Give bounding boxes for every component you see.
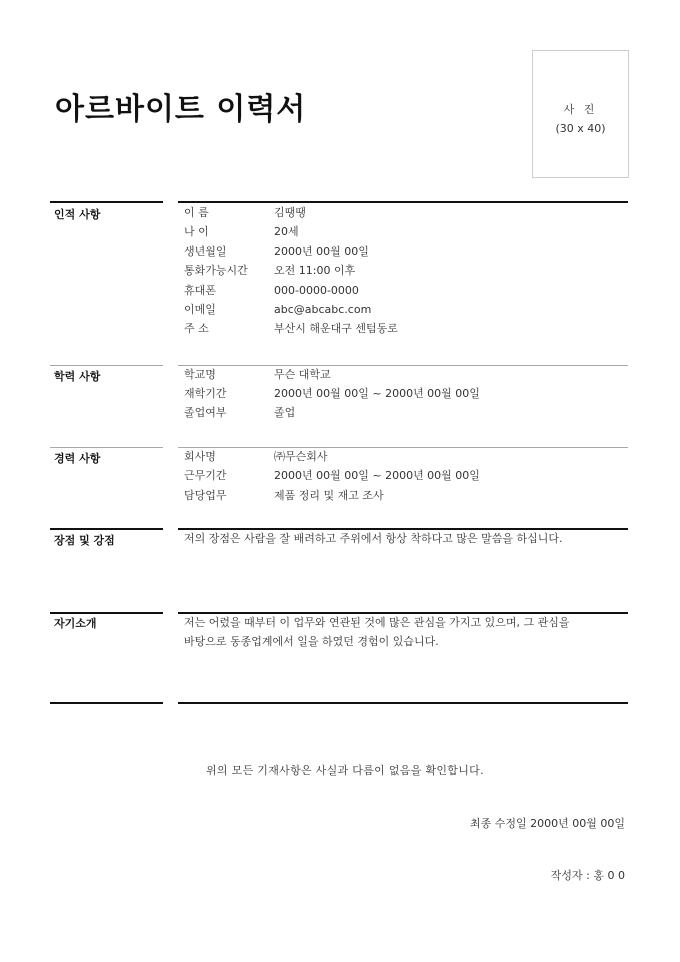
info-value[interactable]: 오전 11:00 이후 [274,264,356,277]
info-key: 재학기간 [184,387,227,400]
info-row [184,403,295,422]
info-value[interactable]: 졸업 [274,406,296,419]
info-key: 학교명 [184,368,216,381]
info-key: 생년월일 [184,245,227,258]
info-value[interactable]: 부산시 해운대구 센텀동로 [274,322,398,335]
info-value[interactable]: 000-0000-0000 [274,284,359,297]
confirmation-statement: 위의 모든 기재사항은 사실과 다름이 없음을 확인합니다. [206,764,484,777]
info-row [184,222,299,241]
info-key: 이 름 [184,206,209,219]
section-divider-left [50,612,163,614]
info-value[interactable]: 2000년 00월 00일 ~ 2000년 00월 00일 [274,469,480,482]
section-divider-left [50,201,163,203]
section-label-education: 학력 사항 [54,370,101,383]
info-row [184,384,480,403]
info-key: 주 소 [184,322,209,335]
info-value[interactable]: abc@abcabc.com [274,303,372,316]
info-value[interactable]: 무슨 대학교 [274,368,331,381]
info-key: 회사명 [184,450,216,463]
section-label-personal: 인적 사항 [54,208,101,221]
info-value[interactable]: 2000년 00월 00일 ~ 2000년 00월 00일 [274,387,480,400]
section-divider-left [50,447,163,448]
info-row [184,203,306,222]
info-row [184,319,398,338]
info-key: 졸업여부 [184,406,227,419]
page-title: 아르바이트 이력서 [55,92,307,127]
info-row [184,466,480,485]
info-key: 근무기간 [184,469,227,482]
section-divider-left [50,528,163,530]
info-row [184,447,328,466]
info-row [184,486,384,505]
info-value[interactable]: ㈜무슨회사 [274,450,328,463]
info-key: 담당업무 [184,489,227,502]
info-row [184,242,369,261]
intro-line: 저는 어렸을 때부터 이 업무와 연관된 것에 많은 관심을 가지고 있으며, 그 관심을 [184,616,570,629]
info-key: 휴대폰 [184,284,216,297]
last-modified-date: 최종 수정일 2000년 00월 00일 [470,817,625,830]
section-divider-left [50,365,163,366]
section-label-strengths: 장점 및 강점 [54,534,115,547]
info-row [184,300,371,319]
info-value[interactable]: 제품 정리 및 재고 조사 [274,489,384,502]
info-key: 통화가능시간 [184,264,248,277]
intro-line: 바탕으로 동종업계에서 일을 하였던 경험이 있습니다. [184,635,439,648]
info-value[interactable]: 2000년 00월 00일 [274,245,369,258]
info-value[interactable]: 20세 [274,225,299,238]
intro-text[interactable] [184,613,570,651]
photo-placeholder[interactable] [532,50,629,178]
info-row [184,365,331,384]
author-signature: 작성자 : 홍 0 0 [550,869,625,882]
info-value[interactable]: 김땡땡 [274,206,306,219]
photo-size: (30 x 40) [555,122,606,135]
info-row [184,261,355,280]
info-key: 이메일 [184,303,216,316]
section-label-career: 경력 사항 [54,452,101,465]
strengths-line: 저의 장점은 사람을 잘 배려하고 주위에서 항상 착하다고 많은 말씀을 하십니다. [184,532,563,545]
info-key: 나 이 [184,225,209,238]
end-divider-right [178,702,628,704]
end-divider-left [50,702,163,704]
photo-label: 사 진 [563,103,598,116]
info-row [184,281,359,300]
strengths-text[interactable] [184,529,563,548]
section-label-intro: 자기소개 [54,617,97,630]
